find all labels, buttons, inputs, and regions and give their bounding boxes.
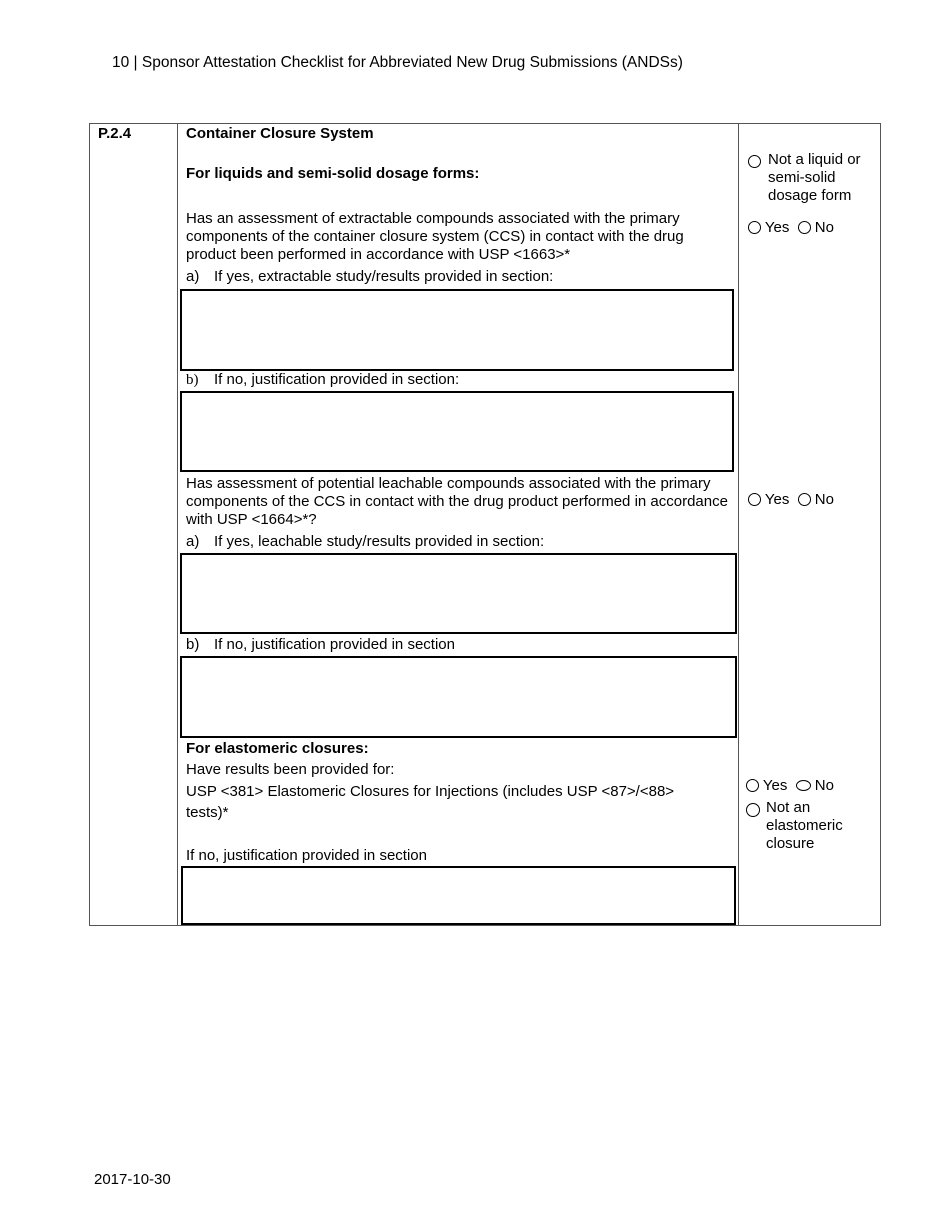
extractables-section-field[interactable]	[180, 289, 734, 371]
not-elastomeric-label: Not an elastomeric closure	[766, 799, 843, 852]
leachables-question: Has assessment of potential leachable compounds associated with the primary components of the CCS in contact with the drug product performed in accordance with USP <1664>*?	[186, 475, 728, 528]
extractables-yes-item	[186, 268, 734, 286]
leachables-no-item	[186, 636, 734, 654]
item-text: If yes, leachable study/results provided in section:	[214, 533, 545, 550]
item-marker: a)	[186, 268, 200, 285]
page-header: 10 | Sponsor Attestation Checklist for Abbreviated New Drug Submissions (ANDSs)	[112, 54, 683, 71]
elastomeric-no-label: No	[814, 777, 834, 794]
extractables-no-label: No	[814, 219, 834, 236]
item-marker: b)	[186, 636, 200, 653]
not-elastomeric-radio[interactable]	[746, 803, 760, 817]
extractables-yes-radio[interactable]	[748, 221, 761, 234]
leachables-no-label: No	[814, 491, 834, 508]
footer-date: 2017-10-30	[94, 1171, 171, 1188]
elastomeric-question: USP <381> Elastomeric Closures for Injections (includes USP <87>/<88> tests)*	[186, 783, 675, 821]
not-liquid-radio[interactable]	[748, 155, 761, 168]
leachables-yes-item	[186, 533, 734, 551]
liquids-heading: For liquids and semi-solid dosage forms:	[186, 165, 480, 182]
elastomeric-justification-field[interactable]	[181, 866, 736, 925]
extractables-no-radio[interactable]	[798, 221, 811, 234]
elastomeric-justification-label: If no, justification provided in section	[186, 847, 427, 864]
not-liquid-label: Not a liquid or semi-solid dosage form	[768, 151, 861, 204]
extractables-answer-group	[748, 219, 834, 237]
leachables-yes-radio[interactable]	[748, 493, 761, 506]
item-text: If yes, extractable study/results provided in section:	[214, 268, 554, 285]
extractables-yes-label: Yes	[764, 219, 790, 236]
elastomeric-intro: Have results been provided for:	[186, 761, 395, 778]
section-title: Container Closure System	[186, 125, 374, 142]
not-liquid-option[interactable]	[748, 151, 876, 205]
elastomeric-no-radio[interactable]	[796, 780, 811, 791]
leachables-answer-group	[748, 491, 834, 509]
item-marker: a)	[186, 533, 200, 550]
extractables-question: Has an assessment of extractable compounds associated with the primary components of the container closure system (CCS) in contact with the drug product been performed in accordance with USP <1663>*	[186, 210, 684, 263]
column-divider-left	[177, 123, 178, 926]
elastomeric-answer-group	[746, 777, 834, 795]
leachables-yes-label: Yes	[764, 491, 790, 508]
item-text: If no, justification provided in section:	[214, 371, 460, 388]
leachables-justification-field[interactable]	[180, 656, 737, 738]
item-text: If no, justification provided in section	[214, 636, 455, 653]
leachables-no-radio[interactable]	[798, 493, 811, 506]
extractables-justification-field[interactable]	[180, 391, 734, 472]
elastomeric-yes-radio[interactable]	[746, 779, 759, 792]
elastomeric-heading: For elastomeric closures:	[186, 740, 369, 757]
not-elastomeric-option[interactable]	[746, 799, 876, 853]
column-divider-right	[738, 123, 739, 926]
elastomeric-yes-label: Yes	[762, 777, 788, 794]
leachables-section-field[interactable]	[180, 553, 737, 634]
item-marker: b)	[186, 372, 199, 388]
extractables-no-item	[186, 371, 734, 389]
section-code: P.2.4	[98, 125, 132, 142]
